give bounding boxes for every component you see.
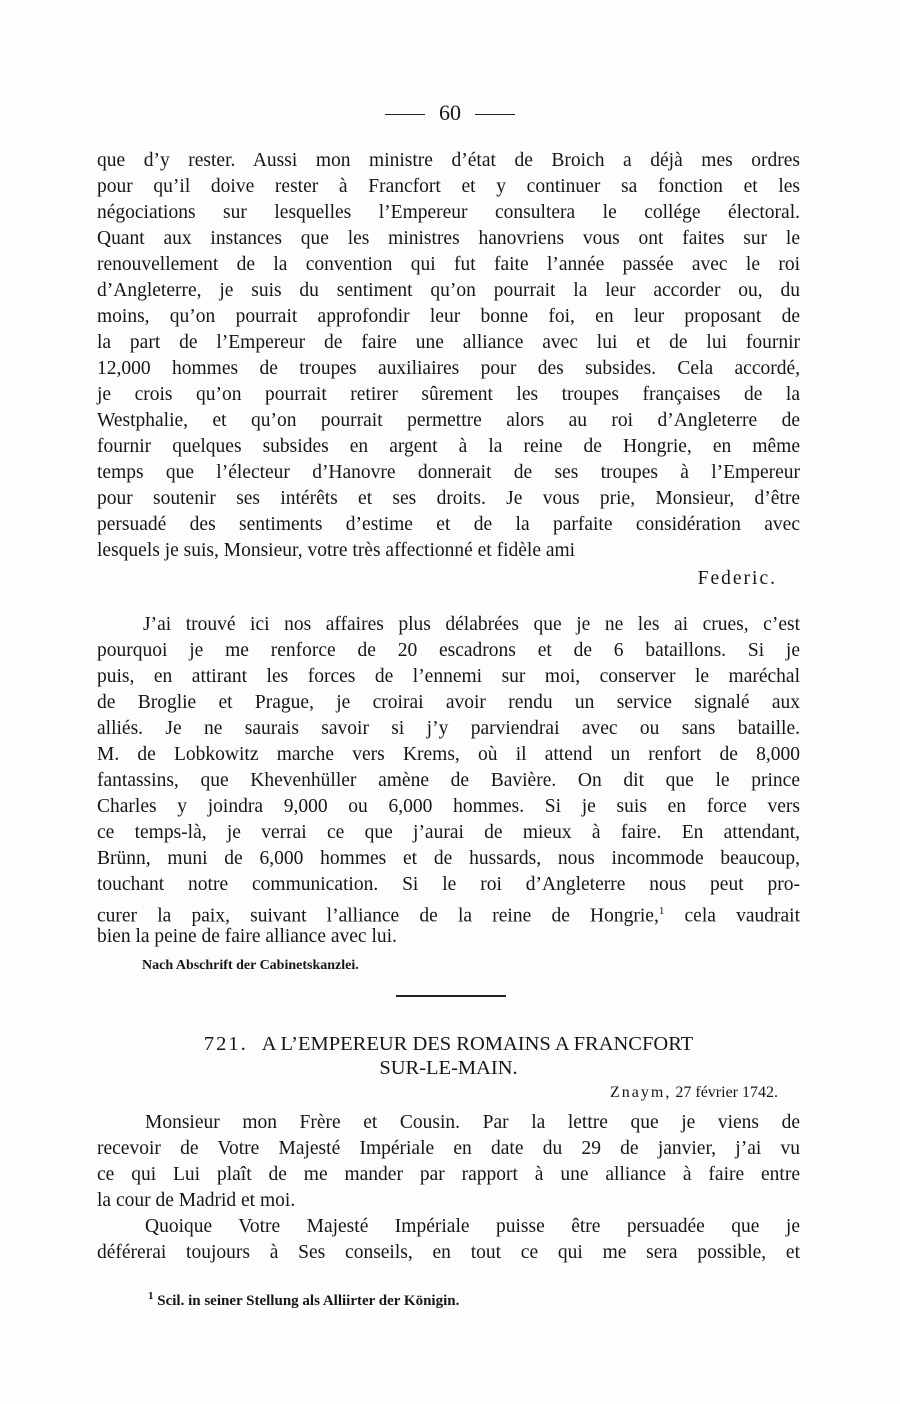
header-rule-left [385, 114, 425, 115]
date-place: Znaym, [610, 1084, 672, 1101]
text-line: renouvellement de la convention qui fut faite l’année passée avec le roi [97, 254, 800, 275]
footnote [148, 1290, 459, 1310]
text-line: Monsieur mon Frère et Cousin. Par la lettre que je viens de [145, 1112, 800, 1133]
text-line: pour soutenir ses intérêts et ses droits. Je vous prie, Monsieur, d’être [97, 488, 800, 509]
text-line: 12,000 hommes de troupes auxiliaires pour des subsides. Cela accordé, [97, 358, 800, 379]
section-divider [396, 995, 506, 997]
text-line: pourquoi je me renforce de 20 escadrons et de 6 bataillons. Si je [97, 640, 800, 661]
text-segment: curer la paix, suivant l’alliance de la reine de Hongrie, [97, 905, 659, 927]
text-line: bien la peine de faire alliance avec lui. [97, 926, 397, 947]
text-line: déférerai toujours à Ses conseils, en tout ce qui me sera possible, et [97, 1242, 800, 1263]
text-line: fantassins, que Khevenhüller amène de Bavière. On dit que le prince [97, 770, 800, 791]
text-line: Westphalie, et qu’on pourrait permettre alors au roi d’Angleterre de [97, 410, 800, 431]
text-line: lesquels je suis, Monsieur, votre très affectionné et fidèle ami [97, 540, 576, 561]
text-line: J’ai trouvé ici nos affaires plus délabrées que je ne les ai crues, c’est [143, 614, 800, 635]
text-line: je crois qu’on pourrait retirer sûrement les troupes françaises de la [97, 384, 800, 405]
text-line: temps que l’électeur d’Hanovre donnerait de ses troupes à l’Empereur [97, 462, 800, 483]
title-line [97, 1032, 800, 1056]
page-header [0, 100, 900, 126]
text-line: Brünn, muni de 6,000 hommes et de hussards, nous incommode beaucoup, [97, 848, 800, 869]
text-line: de Broglie et Prague, je croirai avoir rendu un service signalé aux [97, 692, 800, 713]
letter-body [97, 148, 800, 564]
letter-number: 721. [203, 1033, 248, 1055]
text-line: touchant notre communication. Si le roi d’Angleterre nous peut pro- [97, 874, 800, 895]
postscript [97, 612, 800, 950]
footnote-number: 1 [148, 1290, 154, 1302]
text-line: M. de Lobkowitz marche vers Krems, où il attend un renfort de 8,000 [97, 744, 800, 765]
source-note: Nach Abschrift der Cabinetskanzlei. [142, 958, 359, 973]
signature: Federic. [697, 568, 777, 589]
header-rule-right [475, 114, 515, 115]
text-line: Quoique Votre Majesté Impériale puisse être persuadée que je [145, 1216, 800, 1237]
text-line: ce temps-là, je verrai ce que j’aurai de mieux à faire. En attendant, [97, 822, 800, 843]
text-line: fournir quelques subsides en argent à la reine de Hongrie, en même [97, 436, 800, 457]
text-line: persuadé des sentiments d’estime et de la parfaite considération avec [97, 514, 800, 535]
footnote-marker: 1 [658, 905, 665, 917]
text-segment: cela vaudrait [684, 905, 800, 927]
text-line: recevoir de Votre Majesté Impériale en date du 29 de janvier, j’ai vu [97, 1138, 800, 1159]
date: 27 février 1742. [675, 1084, 778, 1101]
text-line: moins, qu’on pourrait approfondir leur bonne foi, en leur proposant de [97, 306, 800, 327]
text-line-with-footnote [97, 898, 800, 927]
footnote-text: Scil. in seiner Stellung als Alliirter der Königin. [157, 1293, 460, 1309]
title-line: SUR-LE-MAIN. [379, 1057, 518, 1079]
text-line: pour qu’il doive rester à Francfort et y continuer sa fonction et les [97, 176, 800, 197]
page-number: 60 [439, 100, 461, 125]
text-line: alliés. Je ne saurais savoir si j’y parviendrai avec ou sans bataille. [97, 718, 800, 739]
text-line: la part de l’Empereur de faire une alliance avec lui et de lui fournir [97, 332, 800, 353]
text-line: que d’y rester. Aussi mon ministre d’état de Broich a déjà mes ordres [97, 150, 800, 171]
text-line: ce qui Lui plaît de me mander par rapport à une alliance à faire entre [97, 1164, 800, 1185]
text-line: d’Angleterre, je suis du sentiment qu’on pourrait la leur accorder ou, du [97, 280, 800, 301]
text-line: Charles y joindra 9,000 ou 6,000 hommes. Si je suis en force vers [97, 796, 800, 817]
dateline [610, 1084, 778, 1102]
text-line: négociations sur lesquelles l’Empereur consultera le collége électoral. [97, 202, 800, 223]
text-line: puis, en attirant les forces de l’ennemi sur moi, conserver le maréchal [97, 666, 800, 687]
letter-title [97, 1032, 800, 1080]
title-text: A L’EMPEREUR DES ROMAINS A FRANCFORT [261, 1033, 694, 1055]
text-line: la cour de Madrid et moi. [97, 1190, 296, 1211]
letter2-body [97, 1110, 800, 1266]
text-line: Quant aux instances que les ministres hanovriens vous ont faites sur le [97, 228, 800, 249]
